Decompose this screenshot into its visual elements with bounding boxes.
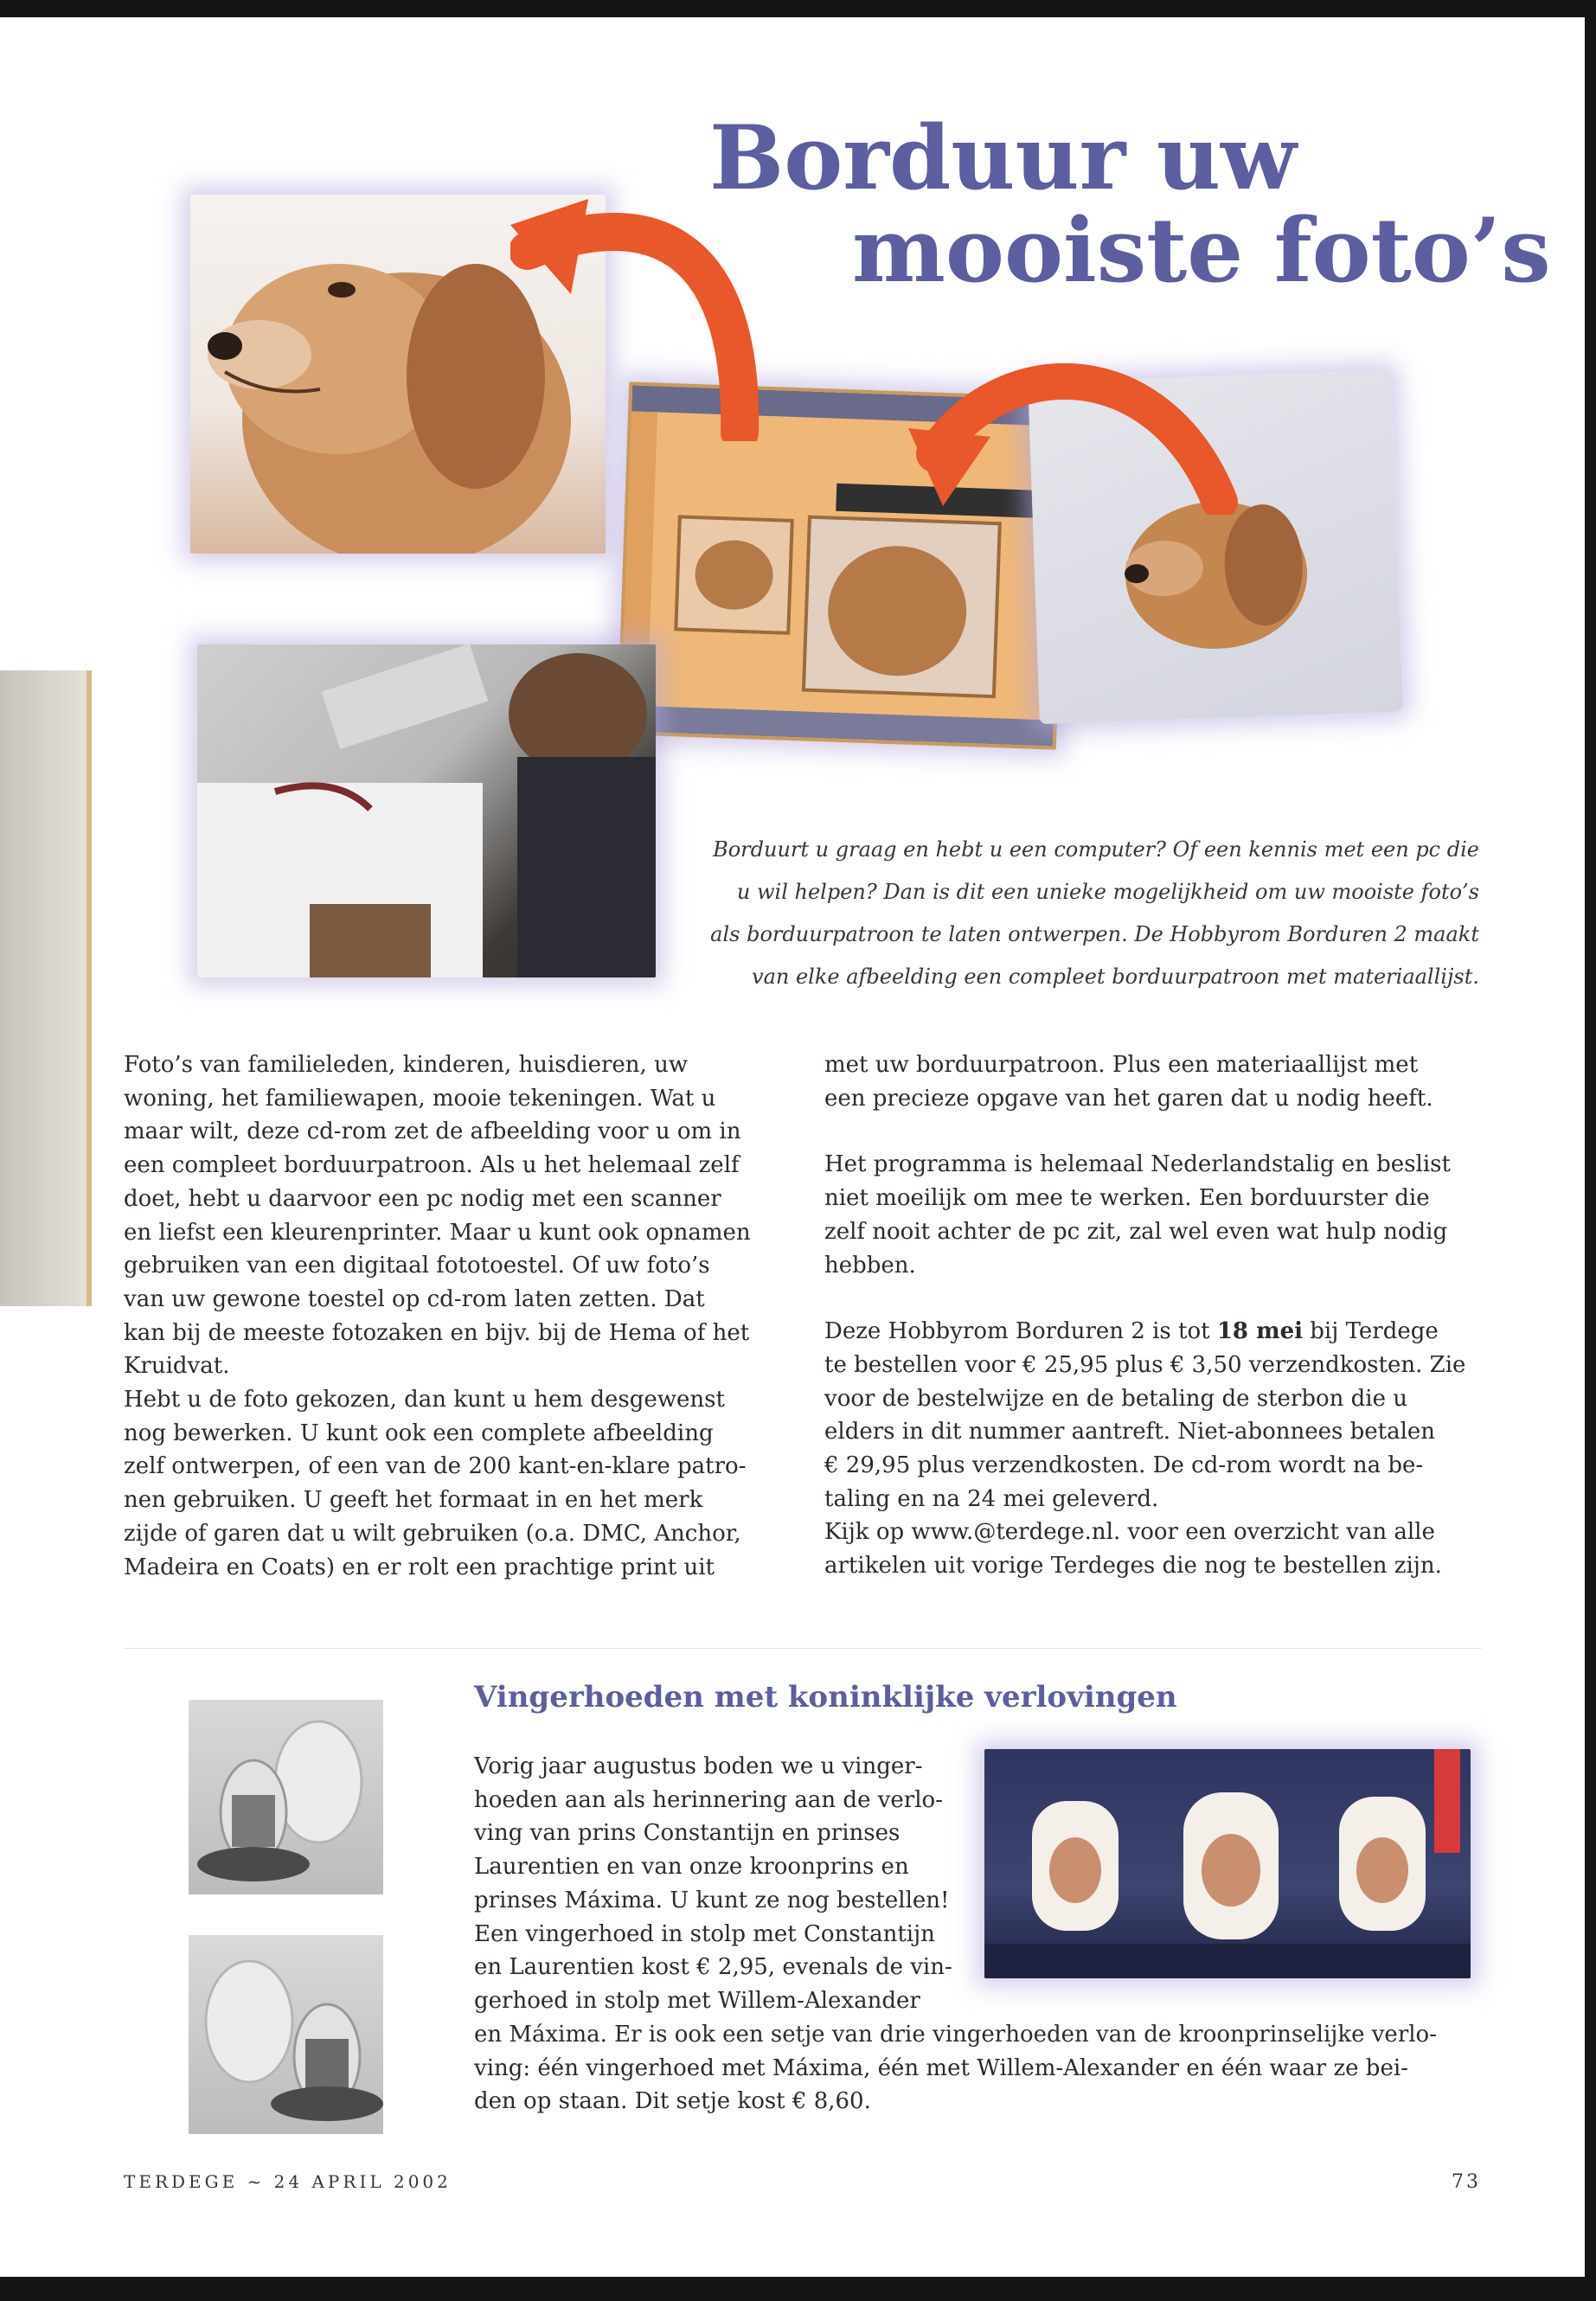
text-line: niet moeilijk om mee te werken. Een borduurster die — [824, 1185, 1430, 1212]
title-line-2: mooiste foto’s — [852, 199, 1551, 304]
text-line: artikelen uit vorige Terdeges die nog te bestellen zijn. — [824, 1553, 1442, 1580]
three-thimbles-illustration — [984, 1749, 1471, 1978]
paragraph — [124, 1383, 781, 1584]
text-line: maar wilt, deze cd-rom zet de afbeelding voor u om in — [124, 1118, 741, 1145]
page-border-bottom — [0, 2277, 1596, 2301]
page-border-top — [0, 0, 1596, 17]
text-line: een precieze opgave van het garen dat u nodig heeft. — [824, 1085, 1433, 1112]
text-line: te bestellen voor € 25,95 plus € 3,50 verzendkosten. Zie — [824, 1351, 1466, 1378]
text-line: € 29,95 plus verzendkosten. De cd-rom wordt na be- — [824, 1452, 1424, 1479]
text-line: gebruiken van een digitaal fototoestel. Of uw foto’s — [124, 1253, 710, 1279]
thimble-illustration — [189, 1700, 383, 1894]
sidebar-title: Vingerhoeden met koninklijke verlovingen — [474, 1680, 1177, 1715]
thimble-photo — [189, 1700, 383, 1894]
text-line: van uw gewone toestel op cd-rom laten zetten. Dat — [124, 1285, 705, 1312]
text-run: Deze Hobbyrom Borduren 2 is tot — [824, 1318, 1217, 1345]
boy-at-computer-photo — [197, 644, 656, 977]
text-line: Vorig jaar augustus boden we u vinger- — [474, 1753, 923, 1779]
text-line: ving van prins Constantijn en prinses — [474, 1820, 901, 1847]
text-line: Kijk op www.@terdege.nl. voor een overzicht van alle — [824, 1519, 1435, 1546]
sidebar-text-narrow — [474, 1750, 963, 2018]
text-line: woning, het familiewapen, mooie tekeningen. Wat u — [124, 1085, 716, 1112]
intro-line: u wil helpen? Dan is dit een unieke mogelijkheid om uw mooiste foto’s — [736, 880, 1479, 904]
text-line: kan bij de meeste fotozaken en bijv. bij de Hema of het — [124, 1319, 750, 1346]
text-line: nog bewerken. U kunt ook een complete afbeelding — [124, 1420, 714, 1446]
text-line: Foto’s van familieleden, kinderen, huisdieren, uw — [124, 1052, 689, 1078]
paragraph — [824, 1315, 1482, 1583]
footer-publication: TERDEGE ~ 24 APRIL 2002 — [124, 2171, 452, 2192]
curved-arrow-icon — [908, 333, 1246, 515]
text-line: zijde of garen dat u wilt gebruiken (o.a. DMC, Anchor, — [124, 1520, 741, 1547]
text-line: een compleet borduurpatroon. Als u het helemaal zelf — [124, 1152, 740, 1179]
title-line-1: Borduur uw — [709, 106, 1297, 210]
body-column-right — [824, 1048, 1482, 1583]
deadline-date: 18 mei — [1216, 1318, 1304, 1345]
text-line: Madeira en Coats) en er rolt een prachtige print uit — [124, 1554, 715, 1580]
thimble-photo — [189, 1935, 383, 2134]
body-column-left — [124, 1048, 781, 1584]
text-line: en Laurentien kost € 2,95, evenals de vin- — [474, 1954, 952, 1981]
text-line: taling en na 24 mei geleverd. — [824, 1485, 1159, 1512]
text-line: en Máxima. Er is ook een setje van drie vingerhoeden van de kroonprinselijke verlo- — [474, 2022, 1437, 2048]
thimbles-royal-photo — [984, 1749, 1471, 1978]
text-line: met uw borduurpatroon. Plus een materiaallijst met — [824, 1052, 1419, 1078]
boy-illustration — [197, 644, 656, 977]
thimble-illustration — [189, 1935, 383, 2134]
paragraph — [824, 1148, 1482, 1282]
intro-line: van elke afbeelding een compleet borduurpatroon met materiaallijst. — [752, 965, 1479, 989]
text-line: Het programma is helemaal Nederlandstalig en beslist — [824, 1151, 1451, 1178]
paragraph — [824, 1048, 1482, 1115]
text-line: ving: één vingerhoed met Máxima, één met Willem-Alexander en één waar ze bei- — [474, 2054, 1408, 2081]
sidebar-text-wide — [474, 2018, 1477, 2118]
text-line: voor de bestelwijze en de betaling de sterbon die u — [824, 1385, 1408, 1412]
text-line: doet, hebt u daarvoor een pc nodig met een scanner — [124, 1185, 721, 1212]
intro-paragraph — [657, 829, 1479, 998]
page-number: 73 — [1452, 2171, 1481, 2193]
text-line: hebben. — [824, 1252, 916, 1279]
text-line: zelf ontwerpen, of een van de 200 kant-en-klare patro- — [124, 1453, 747, 1480]
text-line: zelf nooit achter de pc zit, zal wel even wat hulp nodig — [824, 1218, 1448, 1245]
article-title — [709, 106, 1574, 304]
text-line: Een vingerhoed in stolp met Constantijn — [474, 1920, 935, 1947]
page-border-right — [1585, 17, 1596, 2301]
intro-line: Borduurt u graag en hebt u een computer? Of een kennis met een pc die — [713, 837, 1479, 862]
paragraph — [124, 1048, 781, 1383]
text-line: gerhoed in stolp met Willem-Alexander — [474, 1987, 920, 2014]
text-line: prinses Máxima. U kunt ze nog bestellen! — [474, 1887, 950, 1913]
text-line: hoeden aan als herinnering aan de verlo- — [474, 1786, 943, 1813]
text-line — [824, 1315, 1482, 1349]
text-run: bij Terdege — [1303, 1318, 1439, 1345]
text-line: Laurentien en van onze kroonprins en — [474, 1854, 909, 1881]
text-line: nen gebruiken. U geeft het formaat in en het merk — [124, 1487, 703, 1514]
text-line: elders in dit nummer aantreft. Niet-abonnees betalen — [824, 1419, 1436, 1445]
text-line: den op staan. Dit setje kost € 8,60. — [474, 2088, 871, 2115]
text-line: Kruidvat. — [124, 1353, 230, 1380]
intro-line: als borduurpatroon te laten ontwerpen. De Hobbyrom Borduren 2 maakt — [710, 922, 1479, 946]
text-line: Hebt u de foto gekozen, dan kunt u hem desgewenst — [124, 1387, 725, 1413]
adjacent-page-photo — [0, 670, 92, 1306]
section-divider — [124, 1648, 1482, 1649]
text-line: en liefst een kleurenprinter. Maar u kunt ook opnamen — [124, 1219, 751, 1246]
